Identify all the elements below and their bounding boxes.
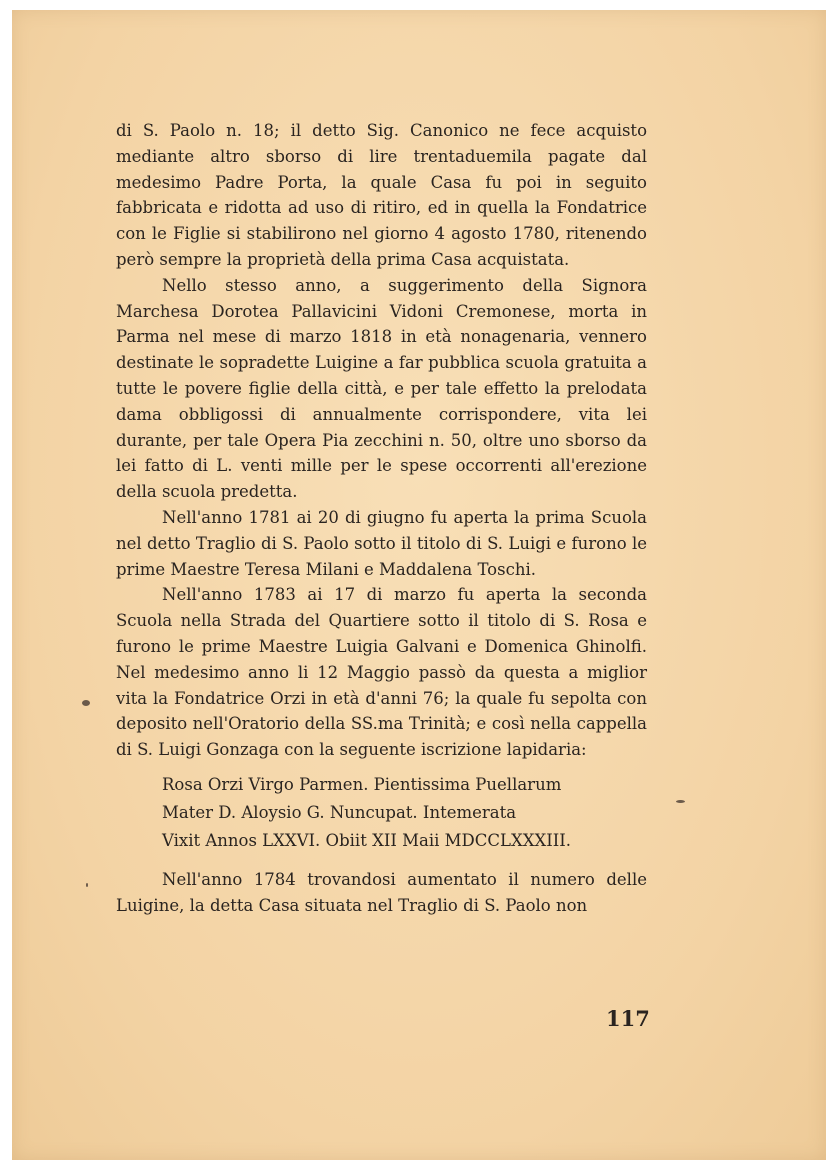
page-number: 117 bbox=[606, 1006, 650, 1031]
spacer bbox=[116, 855, 647, 867]
inscription-line-3: Vixit Annos LXXVI. Obiit XII Maii MDCCLXXXIII. bbox=[162, 830, 571, 850]
inscription-line-1: Rosa Orzi Virgo Parmen. Pientissima Puellarum bbox=[162, 774, 562, 794]
paragraph-1: di S. Paolo n. 18; il detto Sig. Canonico ne fece acquisto mediante altro sborso di lire trentaduemila pagate dal medesimo Padre Porta, la quale Casa fu poi in seguito fabbricata e ridotta ad uso di ritiro, ed in quella la Fondatrice con le Figlie si stabilirono nel giorno 4 agosto 1780, ritenendo però sempre la proprietà della prima Casa acquistata. bbox=[116, 121, 647, 269]
margin-speck bbox=[676, 800, 685, 803]
page-text bbox=[116, 118, 647, 919]
paragraph-5: Nell'anno 1784 trovandosi aumentato il numero delle Luigine, la detta Casa situata nel Traglio di S. Paolo non bbox=[116, 869, 647, 915]
lapidary-inscription bbox=[162, 771, 647, 855]
margin-speck bbox=[82, 700, 90, 706]
margin-speck bbox=[86, 883, 88, 887]
paragraph-2: Nello stesso anno, a suggerimento della Signora Marchesa Dorotea Pallavicini Vidoni Cremonese, morta in Parma nel mese di marzo 1818 in età nonagenaria, vennero destinate le sopradette Luigine a far pubblica scuola gratuita a tutte le povere figlie della città, e per tale effetto la prelodata dama obbligossi di annualmente corrispondere, vita lei durante, per tale Opera Pia zecchini n. 50, oltre uno sborso da lei fatto di L. venti mille per le spese occorrenti all'erezione della scuola predetta. bbox=[116, 275, 647, 502]
inscription-line-2: Mater D. Aloysio G. Nuncupat. Intemerata bbox=[162, 802, 517, 822]
paragraph-3: Nell'anno 1781 ai 20 di giugno fu aperta la prima Scuola nel detto Traglio di S. Paolo sotto il titolo di S. Luigi e furono le prime Maestre Teresa Milani e Maddalena Toschi. bbox=[116, 507, 647, 579]
paragraph-4: Nell'anno 1783 ai 17 di marzo fu aperta la seconda Scuola nella Strada del Quartiere sotto il titolo di S. Rosa e furono le prime Maestre Luigia Galvani e Domenica Ghinolfi. Nel medesimo anno li 12 Maggio passò da questa a miglior vita la Fondatrice Orzi in età d'anni 76; la quale fu sepolta con deposito nell'Oratorio della SS.ma Trinità; e così nella cappella di S. Luigi Gonzaga con la seguente iscrizione lapidaria: bbox=[116, 585, 647, 760]
book-page bbox=[12, 10, 826, 1160]
